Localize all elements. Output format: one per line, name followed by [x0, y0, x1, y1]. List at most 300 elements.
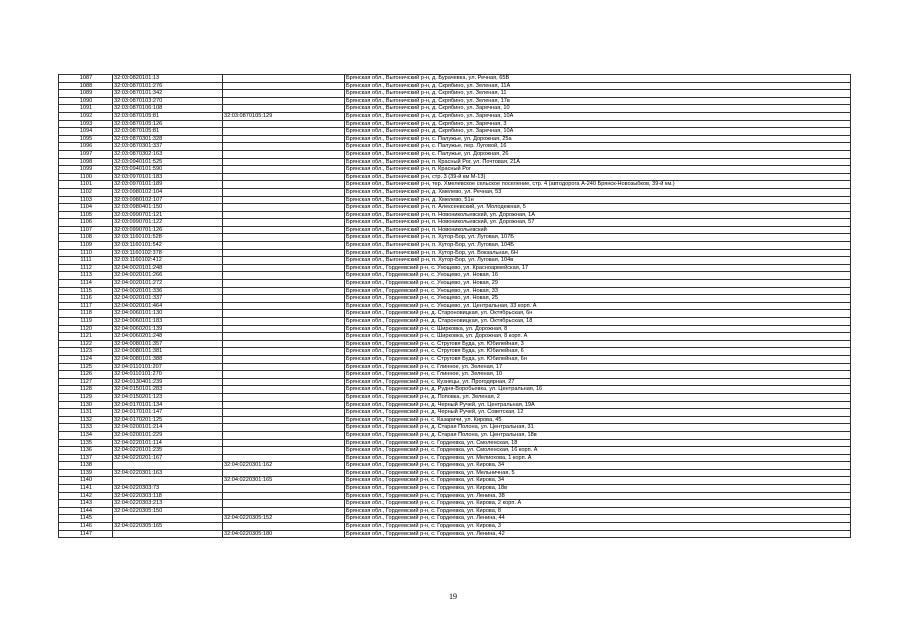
table-row: [59, 348, 851, 356]
cadastral-number-cell: 32:04:0170101:147: [113, 409, 223, 417]
row-number-cell: 1095: [59, 135, 113, 143]
cadastral-number-cell: [113, 477, 223, 485]
cadastral-number-cell: 32:04:0080101:388: [113, 355, 223, 363]
cadastral-number-cell: 32:04:0200101:229: [113, 431, 223, 439]
cadastral-number-cell: 32:04:0060101:183: [113, 318, 223, 326]
address-cell: Брянская обл., Гордеевский р-н, с. Струговя Буда, ул. Юбилейная, 6н: [345, 355, 851, 363]
row-number-cell: 1103: [59, 196, 113, 204]
table-row: [59, 401, 851, 409]
linked-cadastral-number-cell: [223, 204, 345, 212]
row-number-cell: 1128: [59, 386, 113, 394]
table-row: [59, 416, 851, 424]
address-cell: Брянская обл., Выгоничский р-н, п. Новоникольевский, ул. Дорожная, 57: [345, 219, 851, 227]
cadastral-number-cell: 32:04:0170201:125: [113, 416, 223, 424]
cadastral-number-cell: 32:04:0220301:163: [113, 469, 223, 477]
row-number-cell: 1147: [59, 530, 113, 538]
cadastral-number-cell: 32:04:0220305:150: [113, 507, 223, 515]
table-row: [59, 530, 851, 538]
cadastral-number-cell: 32:03:0870101:276: [113, 82, 223, 90]
row-number-cell: 1122: [59, 340, 113, 348]
cadastral-number-cell: 32:04:0170101:134: [113, 401, 223, 409]
row-number-cell: 1088: [59, 82, 113, 90]
cadastral-number-cell: 32:03:0870302:163: [113, 150, 223, 158]
address-cell: Брянская обл., Гордеевский р-н, с. Гордеевка, ул. Кирова, 8: [345, 507, 851, 515]
linked-cadastral-number-cell: [223, 447, 345, 455]
table-row: [59, 477, 851, 485]
linked-cadastral-number-cell: [223, 431, 345, 439]
table-row: [59, 82, 851, 90]
cadastral-number-cell: 32:03:1160102:378: [113, 249, 223, 257]
table-row: [59, 485, 851, 493]
row-number-cell: 1109: [59, 242, 113, 250]
address-cell: Брянская обл., Гордеевский р-н, с. Гордеевка, ул. Ленина, 42: [345, 530, 851, 538]
linked-cadastral-number-cell: [223, 82, 345, 90]
table-row: [59, 454, 851, 462]
row-number-cell: 1135: [59, 439, 113, 447]
table-row: [59, 128, 851, 136]
table-row: [59, 242, 851, 250]
table-row: [59, 211, 851, 219]
table-row: [59, 500, 851, 508]
address-cell: Брянская обл., Выгоничский р-н, п. Новоникольевский: [345, 226, 851, 234]
table-row: [59, 469, 851, 477]
table-row: [59, 447, 851, 455]
address-cell: Брянская обл., Гордеевский р-н, с. Гордеевка, ул. Кирова, 3: [345, 523, 851, 531]
table-row: [59, 355, 851, 363]
row-number-cell: 1134: [59, 431, 113, 439]
address-cell: Брянская обл., Выгоничский р-н, д. Скрябино, ул. Заречная, 10А: [345, 112, 851, 120]
address-cell: Брянская обл., Выгоничский р-н, стр. 3 (39-й км М-13): [345, 173, 851, 181]
cadastral-number-cell: 32:03:0990701:122: [113, 219, 223, 227]
address-cell: Брянская обл., Выгоничский р-н, п. Красный Рог: [345, 166, 851, 174]
row-number-cell: 1116: [59, 295, 113, 303]
linked-cadastral-number-cell: [223, 424, 345, 432]
linked-cadastral-number-cell: [223, 158, 345, 166]
cadastral-number-cell: 32:04:0220303:73: [113, 485, 223, 493]
linked-cadastral-number-cell: [223, 485, 345, 493]
row-number-cell: 1107: [59, 226, 113, 234]
table-row: [59, 393, 851, 401]
table-row: [59, 112, 851, 120]
cadastral-number-cell: 32:04:0060201:248: [113, 333, 223, 341]
row-number-cell: 1108: [59, 234, 113, 242]
table-row: [59, 234, 851, 242]
table-row: [59, 226, 851, 234]
row-number-cell: 1120: [59, 325, 113, 333]
cadastral-number-cell: 32:03:1160102:412: [113, 257, 223, 265]
table-row: [59, 523, 851, 531]
address-cell: Брянская обл., Гордеевский р-н, с. Гордеевка, ул. Кирова, 2 корп. А: [345, 500, 851, 508]
linked-cadastral-number-cell: [223, 264, 345, 272]
cadastral-number-cell: 32:04:0060101:130: [113, 310, 223, 318]
cadastral-number-cell: 32:03:1160101:528: [113, 234, 223, 242]
linked-cadastral-number-cell: 32:04:0220301:165: [223, 477, 345, 485]
row-number-cell: 1129: [59, 393, 113, 401]
page-number: 19: [449, 592, 457, 601]
cadastral-number-cell: 32:04:0020101:337: [113, 295, 223, 303]
cadastral-number-cell: 32:04:0110101:207: [113, 363, 223, 371]
linked-cadastral-number-cell: 32:04:0220305:180: [223, 530, 345, 538]
linked-cadastral-number-cell: [223, 120, 345, 128]
address-cell: Брянская обл., Гордеевский р-н, с. Струговя Буда, ул. Юбилейная, 6: [345, 348, 851, 356]
cadastral-number-cell: 32:04:0220303:118: [113, 492, 223, 500]
linked-cadastral-number-cell: [223, 325, 345, 333]
row-number-cell: 1115: [59, 287, 113, 295]
linked-cadastral-number-cell: [223, 166, 345, 174]
row-number-cell: 1118: [59, 310, 113, 318]
cadastral-number-cell: 32:04:0060201:139: [113, 325, 223, 333]
table-row: [59, 280, 851, 288]
address-cell: Брянская обл., Гордеевский р-н, с. Унощево, ул. Новая, 25: [345, 295, 851, 303]
address-cell: Брянская обл., Выгоничский р-н, д. Хмелево, ул. Речная, 53: [345, 188, 851, 196]
address-cell: Брянская обл., Выгоничский р-н, п. Хутор-Бор, ул. Луговая, 104в: [345, 257, 851, 265]
address-cell: Брянская обл., Гордеевский р-н, с. Гордеевка, ул. Ленина, 38: [345, 492, 851, 500]
address-cell: Брянская обл., Выгоничский р-н, д. Бурачевка, ул. Речная, 65В: [345, 75, 851, 83]
row-number-cell: 1131: [59, 409, 113, 417]
table-row: [59, 219, 851, 227]
linked-cadastral-number-cell: [223, 469, 345, 477]
cadastral-number-cell: 32:04:0220305:165: [113, 523, 223, 531]
linked-cadastral-number-cell: [223, 219, 345, 227]
address-cell: Брянская обл., Гордеевский р-н, д. Рудня-Воробьевка, ул. Центральная, 16: [345, 386, 851, 394]
table-row: [59, 264, 851, 272]
table-row: [59, 302, 851, 310]
cadastral-number-cell: 32:04:0150101:283: [113, 386, 223, 394]
cadastral-number-cell: 32:03:0940101:590: [113, 166, 223, 174]
cadastral-number-cell: 32:04:0220101:235: [113, 447, 223, 455]
row-number-cell: 1125: [59, 363, 113, 371]
row-number-cell: 1117: [59, 302, 113, 310]
cadastral-number-cell: 32:04:0020101:248: [113, 264, 223, 272]
linked-cadastral-number-cell: [223, 340, 345, 348]
table-row: [59, 386, 851, 394]
address-cell: Брянская обл., Гордеевский р-н, с. Гордеевка, ул. Кирова, 34: [345, 462, 851, 470]
address-cell: Брянская обл., Выгоничский р-н, тер. Хмелевское сельское поселение, стр. 4 (автодорога А-240 Брянск-Новозыбков, 39-й км.): [345, 181, 851, 189]
row-number-cell: 1137: [59, 454, 113, 462]
linked-cadastral-number-cell: [223, 318, 345, 326]
address-cell: Брянская обл., Гордеевский р-н, д. Старая Полона, ул. Центральная, 31: [345, 424, 851, 432]
linked-cadastral-number-cell: [223, 523, 345, 531]
address-cell: Брянская обл., Гордеевский р-н, с. Гордеевка, ул. Мелиохова, 1 корп. А: [345, 454, 851, 462]
address-cell: Брянская обл., Гордеевский р-н, д. Черный Ручей, ул. Советская, 12: [345, 409, 851, 417]
table-row: [59, 318, 851, 326]
cadastral-number-cell: 32:04:0220101:114: [113, 439, 223, 447]
cadastral-number-cell: 32:03:0940101:525: [113, 158, 223, 166]
address-cell: Брянская обл., Выгоничский р-н, п. Красный Рог, ул. Почтовая, 21А: [345, 158, 851, 166]
linked-cadastral-number-cell: [223, 295, 345, 303]
address-cell: Брянская обл., Гордеевский р-н, с. Гордеевка, ул. Кирова, 34: [345, 477, 851, 485]
address-cell: Брянская обл., Выгоничский р-н, д. Скрябино, ул. Заречная, 10А: [345, 128, 851, 136]
linked-cadastral-number-cell: [223, 363, 345, 371]
address-cell: Брянская обл., Гордеевский р-н, д. Староновицкая, ул. Октябрьская, 6н: [345, 310, 851, 318]
address-cell: Брянская обл., Выгоничский р-н, д. Скрябино, ул. Зеленая, 11: [345, 90, 851, 98]
cadastral-number-cell: 32:03:0870301:328: [113, 135, 223, 143]
table-row: [59, 135, 851, 143]
cadastral-number-cell: 32:04:0220201:167: [113, 454, 223, 462]
row-number-cell: 1089: [59, 90, 113, 98]
table-row: [59, 272, 851, 280]
table-row: [59, 249, 851, 257]
table-row: [59, 439, 851, 447]
table-row: [59, 378, 851, 386]
linked-cadastral-number-cell: [223, 439, 345, 447]
row-number-cell: 1093: [59, 120, 113, 128]
linked-cadastral-number-cell: [223, 333, 345, 341]
row-number-cell: 1123: [59, 348, 113, 356]
row-number-cell: 1136: [59, 447, 113, 455]
address-cell: Брянская обл., Выгоничский р-н, п. Хутор-Бор, ул. Луговая, 107Б: [345, 234, 851, 242]
row-number-cell: 1090: [59, 97, 113, 105]
row-number-cell: 1133: [59, 424, 113, 432]
address-cell: Брянская обл., Выгоничский р-н, д. Скрябино, ул. Заречная, 3: [345, 120, 851, 128]
address-cell: Брянская обл., Гордеевский р-н, д. Черный Ручей, ул. Центральная, 19А: [345, 401, 851, 409]
linked-cadastral-number-cell: [223, 226, 345, 234]
cadastral-number-cell: 32:03:0870101:342: [113, 90, 223, 98]
table-row: [59, 287, 851, 295]
linked-cadastral-number-cell: [223, 75, 345, 83]
linked-cadastral-number-cell: [223, 371, 345, 379]
cadastral-number-cell: [113, 515, 223, 523]
register-table-body: [59, 75, 851, 538]
linked-cadastral-number-cell: [223, 401, 345, 409]
linked-cadastral-number-cell: [223, 355, 345, 363]
address-cell: Брянская обл., Гордеевский р-н, с. Унощево, ул. Новая, 33: [345, 287, 851, 295]
address-cell: Брянская обл., Выгоничский р-н, п. Алексеевский, ул. Молодежная, 5: [345, 204, 851, 212]
row-number-cell: 1111: [59, 257, 113, 265]
linked-cadastral-number-cell: [223, 249, 345, 257]
row-number-cell: 1110: [59, 249, 113, 257]
address-cell: Брянская обл., Гордеевский р-н, с. Гордеевка, ул. Мельничная, 5: [345, 469, 851, 477]
table-row: [59, 515, 851, 523]
linked-cadastral-number-cell: [223, 211, 345, 219]
row-number-cell: 1143: [59, 500, 113, 508]
table-row: [59, 173, 851, 181]
row-number-cell: 1102: [59, 188, 113, 196]
table-row: [59, 424, 851, 432]
row-number-cell: 1092: [59, 112, 113, 120]
linked-cadastral-number-cell: [223, 500, 345, 508]
row-number-cell: 1132: [59, 416, 113, 424]
linked-cadastral-number-cell: [223, 409, 345, 417]
cadastral-number-cell: 32:03:0970101:183: [113, 173, 223, 181]
cadastral-number-cell: 32:03:0870105:81: [113, 112, 223, 120]
cadastral-number-cell: 32:03:0990701:126: [113, 226, 223, 234]
linked-cadastral-number-cell: [223, 378, 345, 386]
table-row: [59, 462, 851, 470]
cadastral-number-cell: 32:03:0980102:107: [113, 196, 223, 204]
cadastral-number-cell: 32:04:0020101:272: [113, 280, 223, 288]
table-row: [59, 150, 851, 158]
address-cell: Брянская обл., Гордеевский р-н, с. Унощево, ул. Новая, 29: [345, 280, 851, 288]
cadastral-number-cell: 32:03:0870105:126: [113, 120, 223, 128]
address-cell: Брянская обл., Гордеевский р-н, с. Глинное, ул. Зеленая, 17: [345, 363, 851, 371]
table-row: [59, 492, 851, 500]
linked-cadastral-number-cell: 32:04:0220301:162: [223, 462, 345, 470]
row-number-cell: 1130: [59, 401, 113, 409]
table-row: [59, 143, 851, 151]
linked-cadastral-number-cell: [223, 188, 345, 196]
row-number-cell: 1097: [59, 150, 113, 158]
row-number-cell: 1099: [59, 166, 113, 174]
cadastral-number-cell: 32:03:0870301:337: [113, 143, 223, 151]
address-cell: Брянская обл., Гордеевский р-н, с. Гордеевка, ул. Смоленская, 18: [345, 439, 851, 447]
row-number-cell: 1087: [59, 75, 113, 83]
row-number-cell: 1104: [59, 204, 113, 212]
table-row: [59, 409, 851, 417]
address-cell: Брянская обл., Гордеевский р-н, с. Ширковка, ул. Дорожная, 8 корп. А: [345, 333, 851, 341]
cadastral-number-cell: 32:03:0990701:121: [113, 211, 223, 219]
linked-cadastral-number-cell: [223, 287, 345, 295]
address-cell: Брянская обл., Гордеевский р-н, с. Унощево, ул. Центральная, 33 корп. А: [345, 302, 851, 310]
linked-cadastral-number-cell: [223, 173, 345, 181]
cadastral-number-cell: 32:04:0130401:239: [113, 378, 223, 386]
row-number-cell: 1144: [59, 507, 113, 515]
row-number-cell: 1112: [59, 264, 113, 272]
linked-cadastral-number-cell: [223, 393, 345, 401]
linked-cadastral-number-cell: 32:04:0220305:152: [223, 515, 345, 523]
cadastral-number-cell: 32:03:0980401:150: [113, 204, 223, 212]
cadastral-number-cell: [113, 462, 223, 470]
linked-cadastral-number-cell: [223, 196, 345, 204]
address-cell: Брянская обл., Выгоничский р-н, с. Палужье, пер. Луговой, 16: [345, 143, 851, 151]
cadastral-number-cell: 32:04:0220303:213: [113, 500, 223, 508]
address-cell: Брянская обл., Гордеевский р-н, с. Струговя Буда, ул. Юбилейная, 3: [345, 340, 851, 348]
linked-cadastral-number-cell: [223, 386, 345, 394]
table-row: [59, 333, 851, 341]
address-cell: Брянская обл., Гордеевский р-н, с. Кузнецы, ул. Прогодярная, 27: [345, 378, 851, 386]
row-number-cell: 1098: [59, 158, 113, 166]
row-number-cell: 1141: [59, 485, 113, 493]
table-row: [59, 75, 851, 83]
address-cell: Брянская обл., Выгоничский р-н, д. Скрябино, ул. Зеленая, 11А: [345, 82, 851, 90]
table-row: [59, 325, 851, 333]
table-row: [59, 97, 851, 105]
table-row: [59, 310, 851, 318]
table-row: [59, 295, 851, 303]
address-cell: Брянская обл., Гордеевский р-н, с. Казаричи, ул. Кирова, 45: [345, 416, 851, 424]
address-cell: Брянская обл., Гордеевский р-н, д. Старая Полона, ул. Центральная, 18в: [345, 431, 851, 439]
row-number-cell: 1126: [59, 371, 113, 379]
linked-cadastral-number-cell: [223, 257, 345, 265]
linked-cadastral-number-cell: [223, 128, 345, 136]
linked-cadastral-number-cell: [223, 454, 345, 462]
cadastral-number-cell: [113, 530, 223, 538]
linked-cadastral-number-cell: 32:03:0870105:129: [223, 112, 345, 120]
address-cell: Брянская обл., Выгоничский р-н, д. Скрябино, ул. Зеленая, 17в: [345, 97, 851, 105]
row-number-cell: 1105: [59, 211, 113, 219]
row-number-cell: 1139: [59, 469, 113, 477]
table-row: [59, 431, 851, 439]
cadastral-number-cell: 32:03:0970101:189: [113, 181, 223, 189]
address-cell: Брянская обл., Выгоничский р-н, п. Хутор-Бор, ул. Вокзальная, 6Н: [345, 249, 851, 257]
row-number-cell: 1106: [59, 219, 113, 227]
register-table: [58, 74, 851, 538]
row-number-cell: 1146: [59, 523, 113, 531]
cadastral-number-cell: 32:04:0020101:464: [113, 302, 223, 310]
linked-cadastral-number-cell: [223, 280, 345, 288]
linked-cadastral-number-cell: [223, 150, 345, 158]
table-row: [59, 158, 851, 166]
address-cell: Брянская обл., Гордеевский р-н, с. Гордеевка, ул. Ленина, 44: [345, 515, 851, 523]
cadastral-number-cell: 32:04:0080101:357: [113, 340, 223, 348]
address-cell: Брянская обл., Гордеевский р-н, с. Унощево, ул. Новая, 16: [345, 272, 851, 280]
linked-cadastral-number-cell: [223, 181, 345, 189]
linked-cadastral-number-cell: [223, 302, 345, 310]
row-number-cell: 1119: [59, 318, 113, 326]
table-row: [59, 371, 851, 379]
linked-cadastral-number-cell: [223, 416, 345, 424]
address-cell: Брянская обл., Гордеевский р-н, с. Гордеевка, ул. Кирова, 18в: [345, 485, 851, 493]
address-cell: Брянская обл., Выгоничский р-н, д. Хмелево, 51н: [345, 196, 851, 204]
row-number-cell: 1138: [59, 462, 113, 470]
linked-cadastral-number-cell: [223, 348, 345, 356]
table-row: [59, 363, 851, 371]
cadastral-number-cell: 32:04:0110101:270: [113, 371, 223, 379]
table-row: [59, 181, 851, 189]
table-row: [59, 196, 851, 204]
linked-cadastral-number-cell: [223, 105, 345, 113]
cadastral-number-cell: 32:03:0980102:104: [113, 188, 223, 196]
row-number-cell: 1091: [59, 105, 113, 113]
cadastral-number-cell: 32:03:0870106:108: [113, 105, 223, 113]
row-number-cell: 1124: [59, 355, 113, 363]
address-cell: Брянская обл., Гордеевский р-н, с. Унощево, ул. Красноармейская, 17: [345, 264, 851, 272]
row-number-cell: 1127: [59, 378, 113, 386]
cadastral-number-cell: 32:04:0150201:123: [113, 393, 223, 401]
address-cell: Брянская обл., Выгоничский р-н, с. Палужье, ул. Дорожная, 26: [345, 150, 851, 158]
linked-cadastral-number-cell: [223, 135, 345, 143]
address-cell: Брянская обл., Выгоничский р-н, п. Хутор-Бор, ул. Луговая, 104Б: [345, 242, 851, 250]
linked-cadastral-number-cell: [223, 234, 345, 242]
table-row: [59, 90, 851, 98]
cadastral-number-cell: 32:04:0020101:336: [113, 287, 223, 295]
row-number-cell: 1140: [59, 477, 113, 485]
cadastral-number-cell: 32:03:0870105:81: [113, 128, 223, 136]
linked-cadastral-number-cell: [223, 143, 345, 151]
cadastral-number-cell: 32:04:0020101:266: [113, 272, 223, 280]
table-row: [59, 257, 851, 265]
cadastral-number-cell: 32:04:0080101:381: [113, 348, 223, 356]
table-row: [59, 507, 851, 515]
table-row: [59, 340, 851, 348]
cadastral-number-cell: 32:03:1160101:542: [113, 242, 223, 250]
linked-cadastral-number-cell: [223, 242, 345, 250]
row-number-cell: 1121: [59, 333, 113, 341]
address-cell: Брянская обл., Гордеевский р-н, д. Староновицкая, ул. Октябрьская, 18: [345, 318, 851, 326]
table-row: [59, 204, 851, 212]
row-number-cell: 1101: [59, 181, 113, 189]
table-row: [59, 188, 851, 196]
row-number-cell: 1094: [59, 128, 113, 136]
linked-cadastral-number-cell: [223, 272, 345, 280]
linked-cadastral-number-cell: [223, 492, 345, 500]
linked-cadastral-number-cell: [223, 507, 345, 515]
address-cell: Брянская обл., Гордеевский р-н, с. Ширковка, ул. Дорожная, 8: [345, 325, 851, 333]
row-number-cell: 1114: [59, 280, 113, 288]
linked-cadastral-number-cell: [223, 90, 345, 98]
table-row: [59, 105, 851, 113]
cadastral-number-cell: 32:03:0820101:13: [113, 75, 223, 83]
address-cell: Брянская обл., Гордеевский р-н, д. Поповка, ул. Зеленая, 2: [345, 393, 851, 401]
cadastral-number-cell: 32:04:0200101:214: [113, 424, 223, 432]
linked-cadastral-number-cell: [223, 97, 345, 105]
address-cell: Брянская обл., Гордеевский р-н, с. Гордеевка, ул. Смоленская, 16 корп. А: [345, 447, 851, 455]
address-cell: Брянская обл., Гордеевский р-н, с. Глинное, ул. Зеленая, 10: [345, 371, 851, 379]
linked-cadastral-number-cell: [223, 310, 345, 318]
row-number-cell: 1113: [59, 272, 113, 280]
address-cell: Брянская обл., Выгоничский р-н, с. Палужье, ул. Дорожная, 25а: [345, 135, 851, 143]
row-number-cell: 1096: [59, 143, 113, 151]
